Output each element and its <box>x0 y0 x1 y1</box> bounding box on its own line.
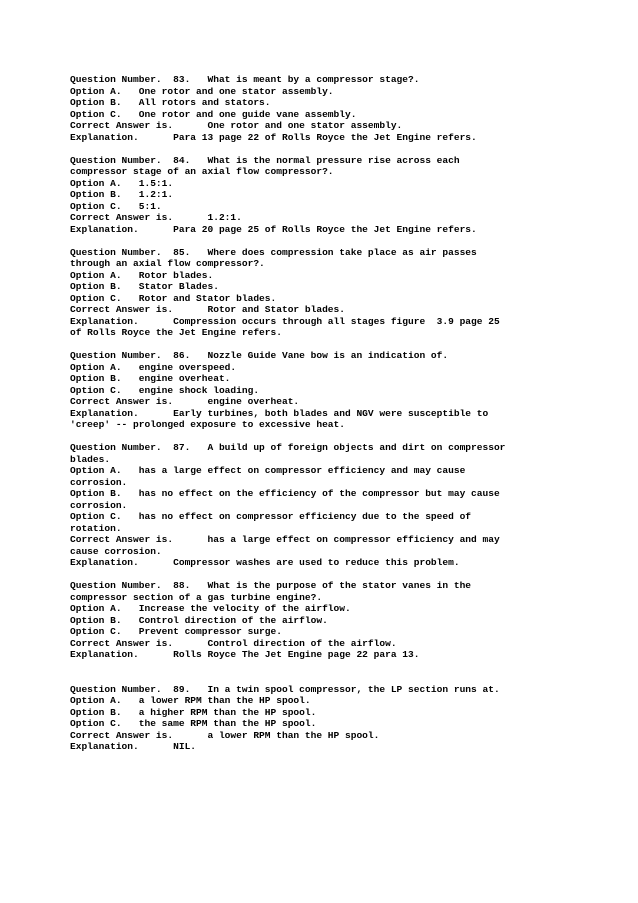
question-block-83 <box>70 74 630 143</box>
question-block-86 <box>70 350 630 431</box>
question-block-87 <box>70 442 630 569</box>
question-line-cont: compressor section of a gas turbine engine?. <box>70 591 323 603</box>
correct-answer: Correct Answer is. has a large effect on compressor efficiency and may <box>70 534 500 545</box>
option-a: Option A. Rotor blades. <box>70 269 214 281</box>
explanation: Explanation. Compressor washes are used to reduce this problem. <box>70 557 460 568</box>
option-c: Option C. engine shock loading. <box>70 384 260 396</box>
option-b: Option B. All rotors and stators. <box>70 97 271 108</box>
question-block-84 <box>70 155 630 236</box>
explanation: Explanation. Para 13 page 22 of Rolls Royce the Jet Engine refers. <box>70 131 477 143</box>
option-a: Option A. engine overspeed. <box>70 361 237 373</box>
option-c: Option C. One rotor and one guide vane assembly. <box>70 108 357 120</box>
explanation-cont: 'creep' -- prolonged exposure to excessive heat. <box>70 419 345 430</box>
option-c: Option C. Rotor and Stator blades. <box>70 292 277 304</box>
option-b: Option B. engine overheat. <box>70 373 231 384</box>
question-block-88 <box>70 580 630 661</box>
question-line-cont: through an axial flow compressor?. <box>70 258 265 269</box>
option-c: Option C. 5:1. <box>70 200 162 212</box>
question-line: Question Number. 84. What is the normal pressure rise across each <box>70 154 460 166</box>
explanation-cont: of Rolls Royce the Jet Engine refers. <box>70 327 282 338</box>
question-line-cont: blades. <box>70 453 111 465</box>
option-a-cont: corrosion. <box>70 476 128 488</box>
question-block-89 <box>70 684 630 753</box>
option-b: Option B. has no effect on the efficiency of the compressor but may cause <box>70 488 500 499</box>
document-page <box>70 74 630 764</box>
option-a: Option A. Increase the velocity of the airflow. <box>70 603 351 614</box>
explanation: Explanation. Para 20 page 25 of Rolls Royce the Jet Engine refers. <box>70 223 477 235</box>
question-line: Question Number. 85. Where does compression take place as air passes <box>70 246 477 258</box>
explanation: Explanation. Compression occurs through all stages figure 3.9 page 25 <box>70 315 500 327</box>
correct-answer: Correct Answer is. One rotor and one stator assembly. <box>70 120 403 131</box>
option-a: Option A. has a large effect on compressor efficiency and may cause <box>70 465 466 476</box>
option-b: Option B. a higher RPM than the HP spool. <box>70 706 317 718</box>
option-b: Option B. 1.2:1. <box>70 189 174 200</box>
option-b: Option B. Stator Blades. <box>70 281 219 292</box>
explanation: Explanation. Early turbines, both blades and NGV were susceptible to <box>70 407 489 419</box>
option-c: Option C. has no effect on compressor efficiency due to the speed of <box>70 511 472 522</box>
correct-answer: Correct Answer is. Rotor and Stator blades. <box>70 304 345 315</box>
option-b: Option B. Control direction of the airflow. <box>70 614 328 626</box>
correct-answer-cont: cause corrosion. <box>70 545 162 557</box>
option-a: Option A. One rotor and one stator assembly. <box>70 85 334 97</box>
correct-answer: Correct Answer is. engine overheat. <box>70 396 300 407</box>
correct-answer: Correct Answer is. Control direction of the airflow. <box>70 637 397 649</box>
option-b-cont: corrosion. <box>70 499 128 511</box>
question-line: Question Number. 83. What is meant by a compressor stage?. <box>70 74 420 85</box>
option-c: Option C. Prevent compressor surge. <box>70 626 282 637</box>
question-line: Question Number. 86. Nozzle Guide Vane bow is an indication of. <box>70 350 449 361</box>
correct-answer: Correct Answer is. a lower RPM than the HP spool. <box>70 729 380 741</box>
question-line: Question Number. 88. What is the purpose of the stator vanes in the <box>70 580 472 591</box>
explanation: Explanation. Rolls Royce The Jet Engine page 22 para 13. <box>70 649 420 660</box>
option-c: Option C. the same RPM than the HP spool. <box>70 718 317 729</box>
option-a: Option A. a lower RPM than the HP spool. <box>70 695 311 706</box>
question-line: Question Number. 89. In a twin spool compressor, the LP section runs at. <box>70 683 500 695</box>
explanation: Explanation. NIL. <box>70 741 197 752</box>
question-line-cont: compressor stage of an axial flow compressor?. <box>70 166 334 177</box>
question-block-85 <box>70 247 630 339</box>
question-line: Question Number. 87. A build up of foreign objects and dirt on compressor <box>70 442 506 453</box>
option-c-cont: rotation. <box>70 522 122 534</box>
correct-answer: Correct Answer is. 1.2:1. <box>70 212 242 223</box>
option-a: Option A. 1.5:1. <box>70 177 174 189</box>
